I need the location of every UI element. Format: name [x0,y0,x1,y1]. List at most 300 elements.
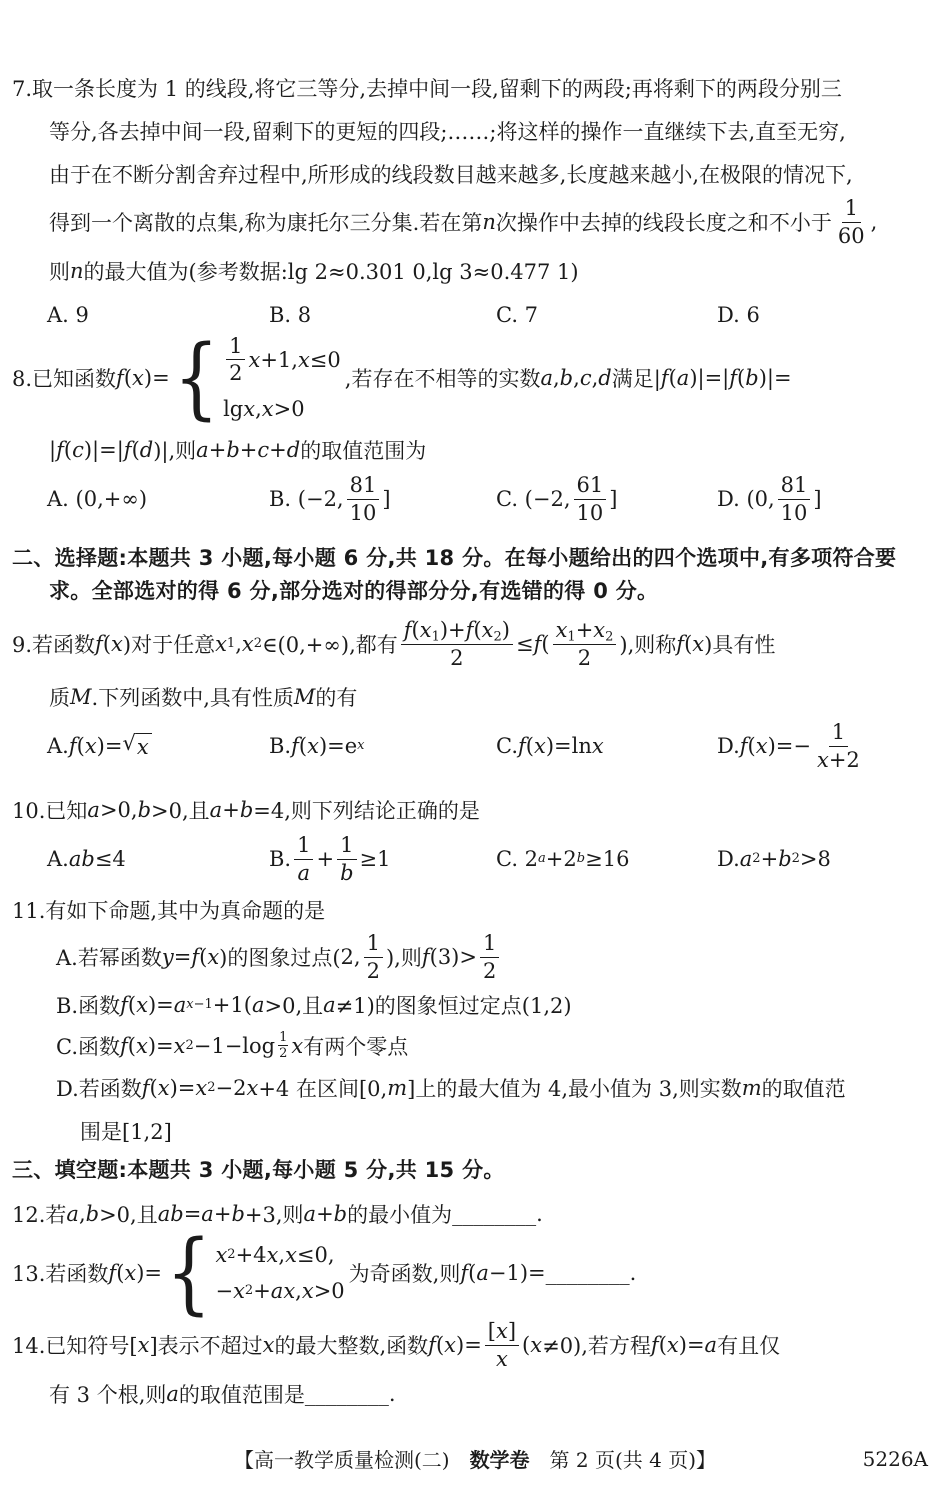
q13-text-line-1 [12,1220,942,1325]
text-run: 2 [227,1246,236,1262]
text-run: D. [717,847,740,871]
q11-item-d-line-1 [12,1066,942,1109]
math-variable: x [755,734,768,758]
section-3-header-line-1 [12,1152,942,1185]
math-variable: x [266,1242,279,1267]
q9-option-c [496,734,717,758]
math-variable: a [297,860,311,885]
text-run: ∈(0,+∞),都有 [262,633,398,657]
text-run: ( [737,366,746,390]
text-run: + [760,847,779,871]
text-run: )|= [758,366,792,390]
text-run: D. [717,734,740,758]
q9-text-line-1 [12,613,942,675]
math-variable: a [704,1333,718,1357]
text-run: lg [223,397,244,422]
math-variable: f [108,1261,117,1285]
text-run: ,若存在不相等的实数 [344,367,541,391]
text-run: 满足| [611,367,661,391]
math-variable: a [676,366,690,390]
fraction [553,618,617,671]
text-run: 8.已知函数 [12,367,117,391]
text-run: + [222,797,240,822]
text-run: 1 [482,930,497,955]
text-run: ( [658,1333,667,1357]
math-variable: x [241,632,254,656]
math-variable: a [303,1201,317,1226]
text-run: | [49,437,57,462]
text-run: C.函数 [56,1035,120,1059]
math-variable: b [333,1201,348,1226]
text-run: 三、填空题:本题共 3 小题,每小题 5 分,共 15 分。 [12,1157,505,1182]
q10-option-b [269,833,496,886]
numerator [347,473,380,500]
case-row [215,1278,344,1304]
text-run: ( [149,1075,158,1100]
text-run: )=ln [545,734,592,758]
text-run: ),则称 [619,633,677,657]
text-run: −1 [193,996,213,1012]
text-run: 得到一个离散的点集,称为康托尔三分集.若在第 [49,211,483,235]
text-run: . [536,1201,543,1226]
math-variable: b [85,1201,100,1226]
text-run: ≤0, [296,1242,335,1267]
text-run: ( [684,632,693,656]
math-variable: x [301,1278,314,1303]
math-variable: x [137,1333,150,1357]
q7-text-line-2 [12,109,942,152]
math-variable: a [476,1261,489,1285]
text-run: ]上的最大值为 4,最小值为 3,则实数 [407,1076,742,1101]
text-run: B.函数 [56,993,121,1018]
text-run: 2 [791,851,800,866]
math-variable: f [141,1075,150,1100]
math-variable: x [666,1333,679,1357]
numerator [574,473,607,500]
denominator [447,645,466,671]
q8-option-b [269,473,496,526]
text-run: 11.有如下命题,其中为真命题的是 [12,898,326,923]
text-run: ________ [304,1381,389,1406]
text-run: 次操作中去掉的线段长度之和不小于 [495,211,832,235]
fraction [294,833,313,886]
text-run: 2 [185,1038,194,1053]
text-run: ) [501,617,510,642]
text-run: ( [522,1333,531,1357]
text-run: )= [143,366,170,390]
text-run: 1 [229,333,243,358]
math-variable: f [68,734,77,758]
piecewise-cases [173,325,341,430]
case-rows [215,1242,344,1305]
q7-option-b [269,303,496,327]
q9-option-b [269,734,496,758]
q11-item-b [12,983,942,1026]
math-variable: b [576,851,586,866]
question-11 [12,888,942,1152]
math-variable: a [173,992,187,1017]
math-variable: a [540,366,553,390]
denominator [835,223,868,249]
math-variable: f [729,366,738,390]
math-variable: x [357,738,365,753]
footer-title [234,1444,716,1473]
text-run: +2 [828,747,860,772]
q7-option-c [496,303,717,327]
text-run: , [552,366,560,390]
question-8 [12,325,942,527]
text-run: )= [147,992,174,1017]
math-variable: x [297,347,310,372]
text-run: )具有性 [704,633,776,657]
question-10 [12,788,942,887]
math-variable: b [778,847,792,871]
text-run: 则 [49,259,70,284]
math-variable: f [465,617,474,642]
text-run: ]表示不超过 [149,1334,263,1358]
math-variable: x [246,1075,259,1100]
question-13 [12,1220,942,1325]
math-variable: a [66,1201,79,1226]
text-run: 81 [780,472,808,497]
text-run: 二、选择题:本题共 3 小题,每小题 6 分,共 18 分。在每小题给出的四个选项中,有多项符合要 [12,545,897,570]
text-run: ( [411,617,420,642]
text-run: ] [382,487,391,511]
text-run: −1−log [193,1034,276,1058]
math-variable: x [215,632,227,656]
text-run: ≤0 [309,347,341,372]
text-run: +2 [545,847,577,871]
text-run: .下列函数中,具有性质 [91,685,294,710]
text-run: >0 [313,1278,345,1303]
numerator [485,1319,519,1346]
text-run: )= [169,1075,196,1100]
math-variable: c [579,366,592,390]
math-variable: x [593,617,606,642]
q9-options [12,718,942,774]
text-run: =4,则下列结论正确的是 [253,798,480,823]
text-run: = [173,945,192,969]
text-run: 2 [279,1046,288,1061]
text-run: 2 [752,851,761,866]
q8-option-c [496,473,717,526]
math-variable: b [239,797,254,822]
text-run: >0,且 [99,1202,158,1227]
text-run: ( [131,437,140,462]
q7-text-line-1 [12,66,942,109]
math-variable: M [70,684,92,709]
q8-option-a [47,487,269,511]
piecewise-cases [166,1220,345,1325]
q9-option-d [717,720,942,773]
math-variable: b [231,1201,245,1226]
text-run: +3,则 [244,1202,304,1227]
text-run: A. (0,+∞) [47,487,148,511]
text-run: 10 [780,500,808,525]
text-run: ( [525,734,534,758]
math-variable: x [530,1333,543,1357]
question-14 [12,1318,942,1415]
subscript [605,629,613,644]
fraction [276,1031,290,1060]
text-run: 1 [226,636,236,651]
math-variable: x [157,1075,170,1100]
text-run: 2 [366,958,380,983]
text-run: + [316,847,335,871]
math-variable: f [291,734,299,758]
case-row [223,334,341,387]
text-run: 的取值范围是 [178,1382,305,1407]
text-run: 2 [253,636,263,651]
text-run: D. (0, [717,487,775,511]
text-run: D.若函数 [56,1076,142,1101]
q8-option-d [717,473,942,526]
text-run: )对于任意 [122,633,216,657]
subscript [493,629,501,644]
text-run: 14.已知符号[ [12,1334,138,1358]
radical-sign: √ [122,731,136,755]
math-variable: x [136,992,148,1017]
text-run: ≥1 [359,847,391,871]
math-variable: x [291,1034,304,1058]
math-variable: x [591,734,604,758]
text-run: 1 [844,195,858,220]
page-footer [0,1444,950,1473]
q11-item-c [12,1026,942,1066]
math-variable: f [739,734,748,758]
math-variable: f [403,617,412,642]
text-run: A. 9 [47,303,89,327]
text-run: >0, [99,797,138,822]
text-run: 求。全部选对的得 6 分,部分选对的得部分分,有选错的得 0 分。 [49,578,659,603]
text-run: C. 7 [496,303,539,327]
text-run: )|,则 [153,438,197,463]
section-2-header-line-2 [12,573,942,606]
denominator [276,1046,290,1061]
q14-text-line-2 [12,1372,942,1415]
math-variable: x [307,734,319,758]
fraction [814,720,863,773]
math-variable: b [137,797,152,822]
math-variable: x [111,632,123,656]
math-variable: f [650,1333,659,1357]
text-run: + [575,617,594,642]
text-run: ≤ [515,632,534,656]
subscript [432,629,440,644]
math-variable: m [387,1075,408,1100]
fraction [401,618,513,671]
math-variable: x [816,747,829,772]
text-run: )= [136,1261,163,1285]
text-run: )=e [318,734,358,758]
denominator [337,860,356,886]
text-run: A. [47,847,69,871]
text-run: −1)= [488,1261,546,1285]
numerator [337,833,356,860]
math-variable: x [248,347,261,372]
text-run: 1 [340,832,354,857]
case-rows [223,334,341,423]
q11-item-d-line-2 [12,1109,942,1152]
text-run: 的最大整数,函数 [274,1334,429,1358]
math-variable: a [739,847,753,871]
math-variable: ab [157,1201,184,1226]
text-run: 10 [576,500,604,525]
text-run: 的最大值为(参考数据:lg 2≈0.301 0,lg 3≈0.477 1) [83,259,579,284]
text-run: ≠0),若方程 [542,1334,651,1358]
math-variable: c [72,437,84,462]
text-run: ________ [452,1201,537,1226]
math-variable: a [538,851,546,866]
math-variable: b [226,437,240,462]
text-run: ( [116,1261,125,1285]
bold-text: 数学卷 [469,1448,530,1472]
q10-text-line-1 [12,788,942,831]
denominator [778,500,811,526]
text-run: ( [127,992,137,1017]
math-variable: x [132,366,144,390]
text-run: 围是[1,2] [80,1119,172,1144]
math-variable: f [120,1034,128,1058]
text-run: 10.已知 [12,798,88,823]
section-2-header-line-1 [12,540,942,573]
math-variable: x [262,1333,275,1357]
text-run: +4 在区间[0, [258,1076,388,1101]
numerator [401,618,513,645]
text-run: ( [298,734,308,758]
math-variable: f [428,1333,436,1357]
fraction [485,1319,519,1372]
text-run: )|=| [689,366,730,390]
text-run: 2 [450,645,464,670]
math-variable: d [598,366,612,390]
text-run: 2 [605,628,614,644]
text-run: , [591,366,599,390]
text-run: ( [747,734,756,758]
text-run: 2 [229,361,243,386]
text-run: ( [541,632,550,656]
q9-text-line-2 [12,675,942,718]
text-run: ( [473,617,482,642]
math-variable: n [70,258,84,283]
text-run: +4 [235,1242,267,1267]
math-variable: x [555,617,568,642]
numerator [364,931,383,958]
math-variable: x [207,945,220,969]
text-run: B. [269,847,292,871]
q7-text-line-5 [12,249,942,292]
text-run: B. 8 [269,303,312,327]
case-row [215,1242,344,1268]
text-run: 60 [837,223,865,248]
text-run: D. 6 [717,303,760,327]
q7-text-line-4 [12,195,942,249]
text-run: ≥16 [585,847,630,871]
math-variable: f [116,366,124,390]
math-variable: f [191,945,200,969]
math-variable: x [124,1261,137,1285]
text-run: + [316,1201,334,1226]
text-run: A.若幂函数 [56,946,162,970]
q12-text-line-1 [12,1192,942,1235]
text-run: 2 [207,1079,216,1095]
text-run: )=− [767,734,811,758]
text-run: ( [63,437,73,462]
text-run: 2 [482,958,497,983]
q10-options [12,831,942,887]
text-run: ( [127,1034,136,1058]
text-run: 由于在不断分割舍弃过程中,所形成的线段数目越来越多,长度越来越小,在极限的情况下, [49,162,853,187]
math-variable: x [84,734,97,758]
question-12 [12,1192,942,1235]
math-variable: ax [270,1278,296,1303]
subscript [567,629,575,644]
text-run: 1 [567,628,576,644]
fraction [778,473,811,526]
text-run: >0 [273,397,305,422]
text-run: A. [47,734,69,758]
square-root [122,733,151,759]
text-run: −2 [215,1075,247,1100]
text-run: , [255,397,262,422]
text-run: 【高一教学质量检测(二) [233,1448,470,1472]
text-run: , [78,1201,86,1226]
math-variable: f [56,437,64,462]
radicand [136,733,152,759]
text-run: + [239,437,258,462]
math-variable: d [286,437,301,462]
text-run: C. (−2, [496,487,571,511]
fraction [337,833,356,886]
text-run: 1 [297,832,311,857]
denominator [575,645,594,671]
subscript [275,1031,291,1060]
text-run: ( [668,366,677,390]
text-run: 9.若函数 [12,633,96,657]
math-variable: x [233,1278,245,1303]
math-variable: a [251,992,265,1017]
math-variable: x [186,996,194,1012]
math-variable: b [745,366,759,390]
numerator [842,196,861,223]
q7-text-line-3 [12,152,942,195]
text-run: , [295,1278,302,1303]
text-run: B. (−2, [269,487,344,511]
text-run: 等分,各去掉中间一段,留剩下的更短的四段;……;将这样的操作一直继续下去,直至无穷, [49,119,846,144]
text-run: ≠1)的图象恒过定点(1,2) [335,993,572,1018]
text-run: )的图象过点( [219,946,341,970]
math-variable: d [139,437,154,462]
text-run: = [183,1201,202,1226]
text-run: [ [487,1318,496,1343]
text-run: + [253,1278,271,1303]
text-run: 1 [279,1030,288,1046]
text-run: 61 [576,472,604,497]
math-variable: x [136,735,149,759]
math-variable: a [209,797,223,822]
text-run: 有两个零点 [303,1035,409,1059]
text-run: 第 2 页(共 4 页)】 [529,1448,717,1472]
text-run: 13.若函数 [12,1262,109,1286]
fraction [835,196,868,249]
math-variable: a [196,437,209,462]
text-run: + [269,437,287,462]
text-run: 的取值范围为 [300,438,427,463]
q11-item-a [12,931,942,983]
section-2-header [12,540,942,606]
math-variable: M [293,684,316,709]
text-run: ________ [545,1261,630,1285]
